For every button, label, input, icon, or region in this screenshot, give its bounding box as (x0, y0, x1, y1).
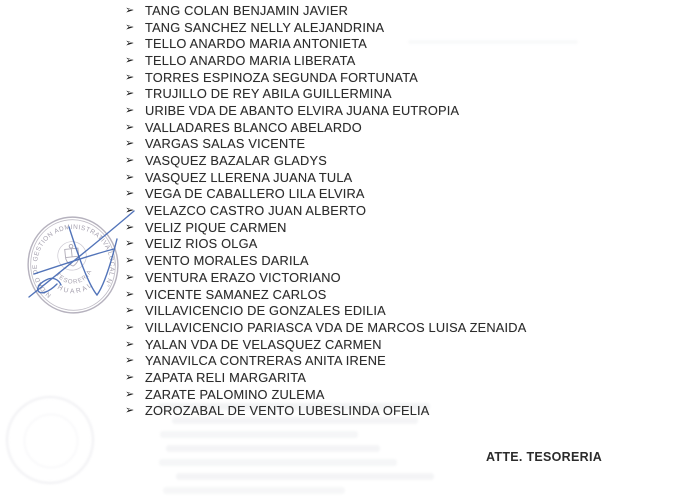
list-item (125, 286, 526, 303)
arrow-bullet-icon: ➢ (125, 287, 135, 301)
list-item (125, 269, 526, 286)
person-name: ZAPATA RELI MARGARITA (145, 369, 307, 385)
arrow-bullet-icon: ➢ (125, 53, 135, 67)
list-item (125, 152, 526, 169)
person-name: TANG COLAN BENJAMIN JAVIER (145, 2, 349, 18)
person-name: VENTURA ERAZO VICTORIANO (145, 269, 341, 285)
list-item (125, 202, 526, 219)
list-item (125, 119, 526, 136)
pen-signature (8, 183, 153, 323)
person-name: YALAN VDA DE VELASQUEZ CARMEN (145, 336, 382, 352)
person-name: TELLO ANARDO MARIA ANTONIETA (145, 36, 368, 52)
person-name: TANG SANCHEZ NELLY ALEJANDRINA (145, 19, 385, 35)
list-item (125, 169, 526, 186)
list-item (125, 85, 526, 102)
list-item (125, 336, 526, 353)
person-name: VELIZ RIOS OLGA (145, 236, 258, 252)
arrow-bullet-icon: ➢ (125, 20, 135, 34)
list-item (125, 252, 526, 269)
person-name: TRUJILLO DE REY ABILA GUILLERMINA (145, 86, 392, 102)
stamp-huaral-text: HUARAL (56, 280, 95, 296)
person-name: TELLO ANARDO MARIA LIBERATA (145, 52, 356, 68)
list-item (125, 219, 526, 236)
person-name: VASQUEZ BAZALAR GLADYS (145, 153, 327, 169)
person-name: URIBE VDA DE ABANTO ELVIRA JUANA EUTROPIA (145, 102, 460, 118)
person-name: VALLADARES BLANCO ABELARDO (145, 119, 362, 135)
list-item (125, 19, 526, 36)
arrow-bullet-icon: ➢ (125, 170, 135, 184)
list-item (125, 186, 526, 203)
names-list (125, 2, 526, 419)
arrow-bullet-icon: ➢ (125, 203, 135, 217)
person-name: VELIZ PIQUE CARMEN (145, 219, 287, 235)
arrow-bullet-icon: ➢ (125, 70, 135, 84)
list-item (125, 352, 526, 369)
bleed-through-line (160, 431, 358, 438)
stamp-ring-text: UNIDAD DE GESTION ADMINISTRATIVA LOCAL N° 16 (8, 211, 116, 299)
arrow-bullet-icon: ➢ (125, 337, 135, 351)
list-item (125, 35, 526, 52)
person-name: VENTO MORALES DARILA (145, 253, 309, 269)
list-item (125, 52, 526, 69)
list-item (125, 136, 526, 153)
person-name: VICENTE SAMANEZ CARLOS (145, 286, 327, 302)
arrow-bullet-icon: ➢ (125, 86, 135, 100)
arrow-bullet-icon: ➢ (125, 186, 135, 200)
bleed-through-line (163, 487, 345, 494)
arrow-bullet-icon: ➢ (125, 387, 135, 401)
arrow-bullet-icon: ➢ (125, 136, 135, 150)
arrow-bullet-icon: ➢ (125, 153, 135, 167)
list-item (125, 236, 526, 253)
arrow-bullet-icon: ➢ (125, 236, 135, 250)
arrow-bullet-icon: ➢ (125, 120, 135, 134)
arrow-bullet-icon: ➢ (125, 270, 135, 284)
person-name: ZARATE PALOMINO ZULEMA (145, 386, 325, 402)
list-item (125, 369, 526, 386)
bleed-through-line (166, 445, 380, 452)
list-item (125, 102, 526, 119)
arrow-bullet-icon: ➢ (125, 253, 135, 267)
closing-text: ATTE. TESORERIA (486, 450, 603, 464)
person-name: YANAVILCA CONTRERAS ANITA IRENE (145, 353, 386, 369)
list-item (125, 69, 526, 86)
arrow-bullet-icon: ➢ (125, 103, 135, 117)
arrow-bullet-icon: ➢ (125, 3, 135, 17)
bleed-through-line (159, 459, 397, 466)
list-item (125, 386, 526, 403)
person-name: ZOROZABAL DE VENTO LUBESLINDA OFELIA (145, 403, 430, 419)
list-item (125, 2, 526, 19)
arrow-bullet-icon: ➢ (125, 220, 135, 234)
person-name: VEGA DE CABALLERO LILA ELVIRA (145, 186, 365, 202)
stamp-tesoreria-text: TESORERIA (54, 268, 94, 286)
list-item (125, 302, 526, 319)
person-name: VILLAVICENCIO DE GONZALES EDILIA (145, 303, 386, 319)
bleed-through-line (176, 473, 434, 480)
arrow-bullet-icon: ➢ (125, 370, 135, 384)
person-name: VARGAS SALAS VICENTE (145, 136, 306, 152)
arrow-bullet-icon: ➢ (125, 320, 135, 334)
bleed-through-stamp (6, 396, 94, 484)
arrow-bullet-icon: ➢ (125, 353, 135, 367)
arrow-bullet-icon: ➢ (125, 303, 135, 317)
list-item (125, 403, 526, 420)
arrow-bullet-icon: ➢ (125, 36, 135, 50)
person-name: VELAZCO CASTRO JUAN ALBERTO (145, 203, 367, 219)
arrow-bullet-icon: ➢ (125, 403, 135, 417)
person-name: TORRES ESPINOZA SEGUNDA FORTUNATA (145, 69, 419, 85)
person-name: VASQUEZ LLERENA JUANA TULA (145, 169, 353, 185)
list-item (125, 319, 526, 336)
person-name: VILLAVICENCIO PARIASCA VDA DE MARCOS LUISA ZENAIDA (145, 319, 527, 335)
